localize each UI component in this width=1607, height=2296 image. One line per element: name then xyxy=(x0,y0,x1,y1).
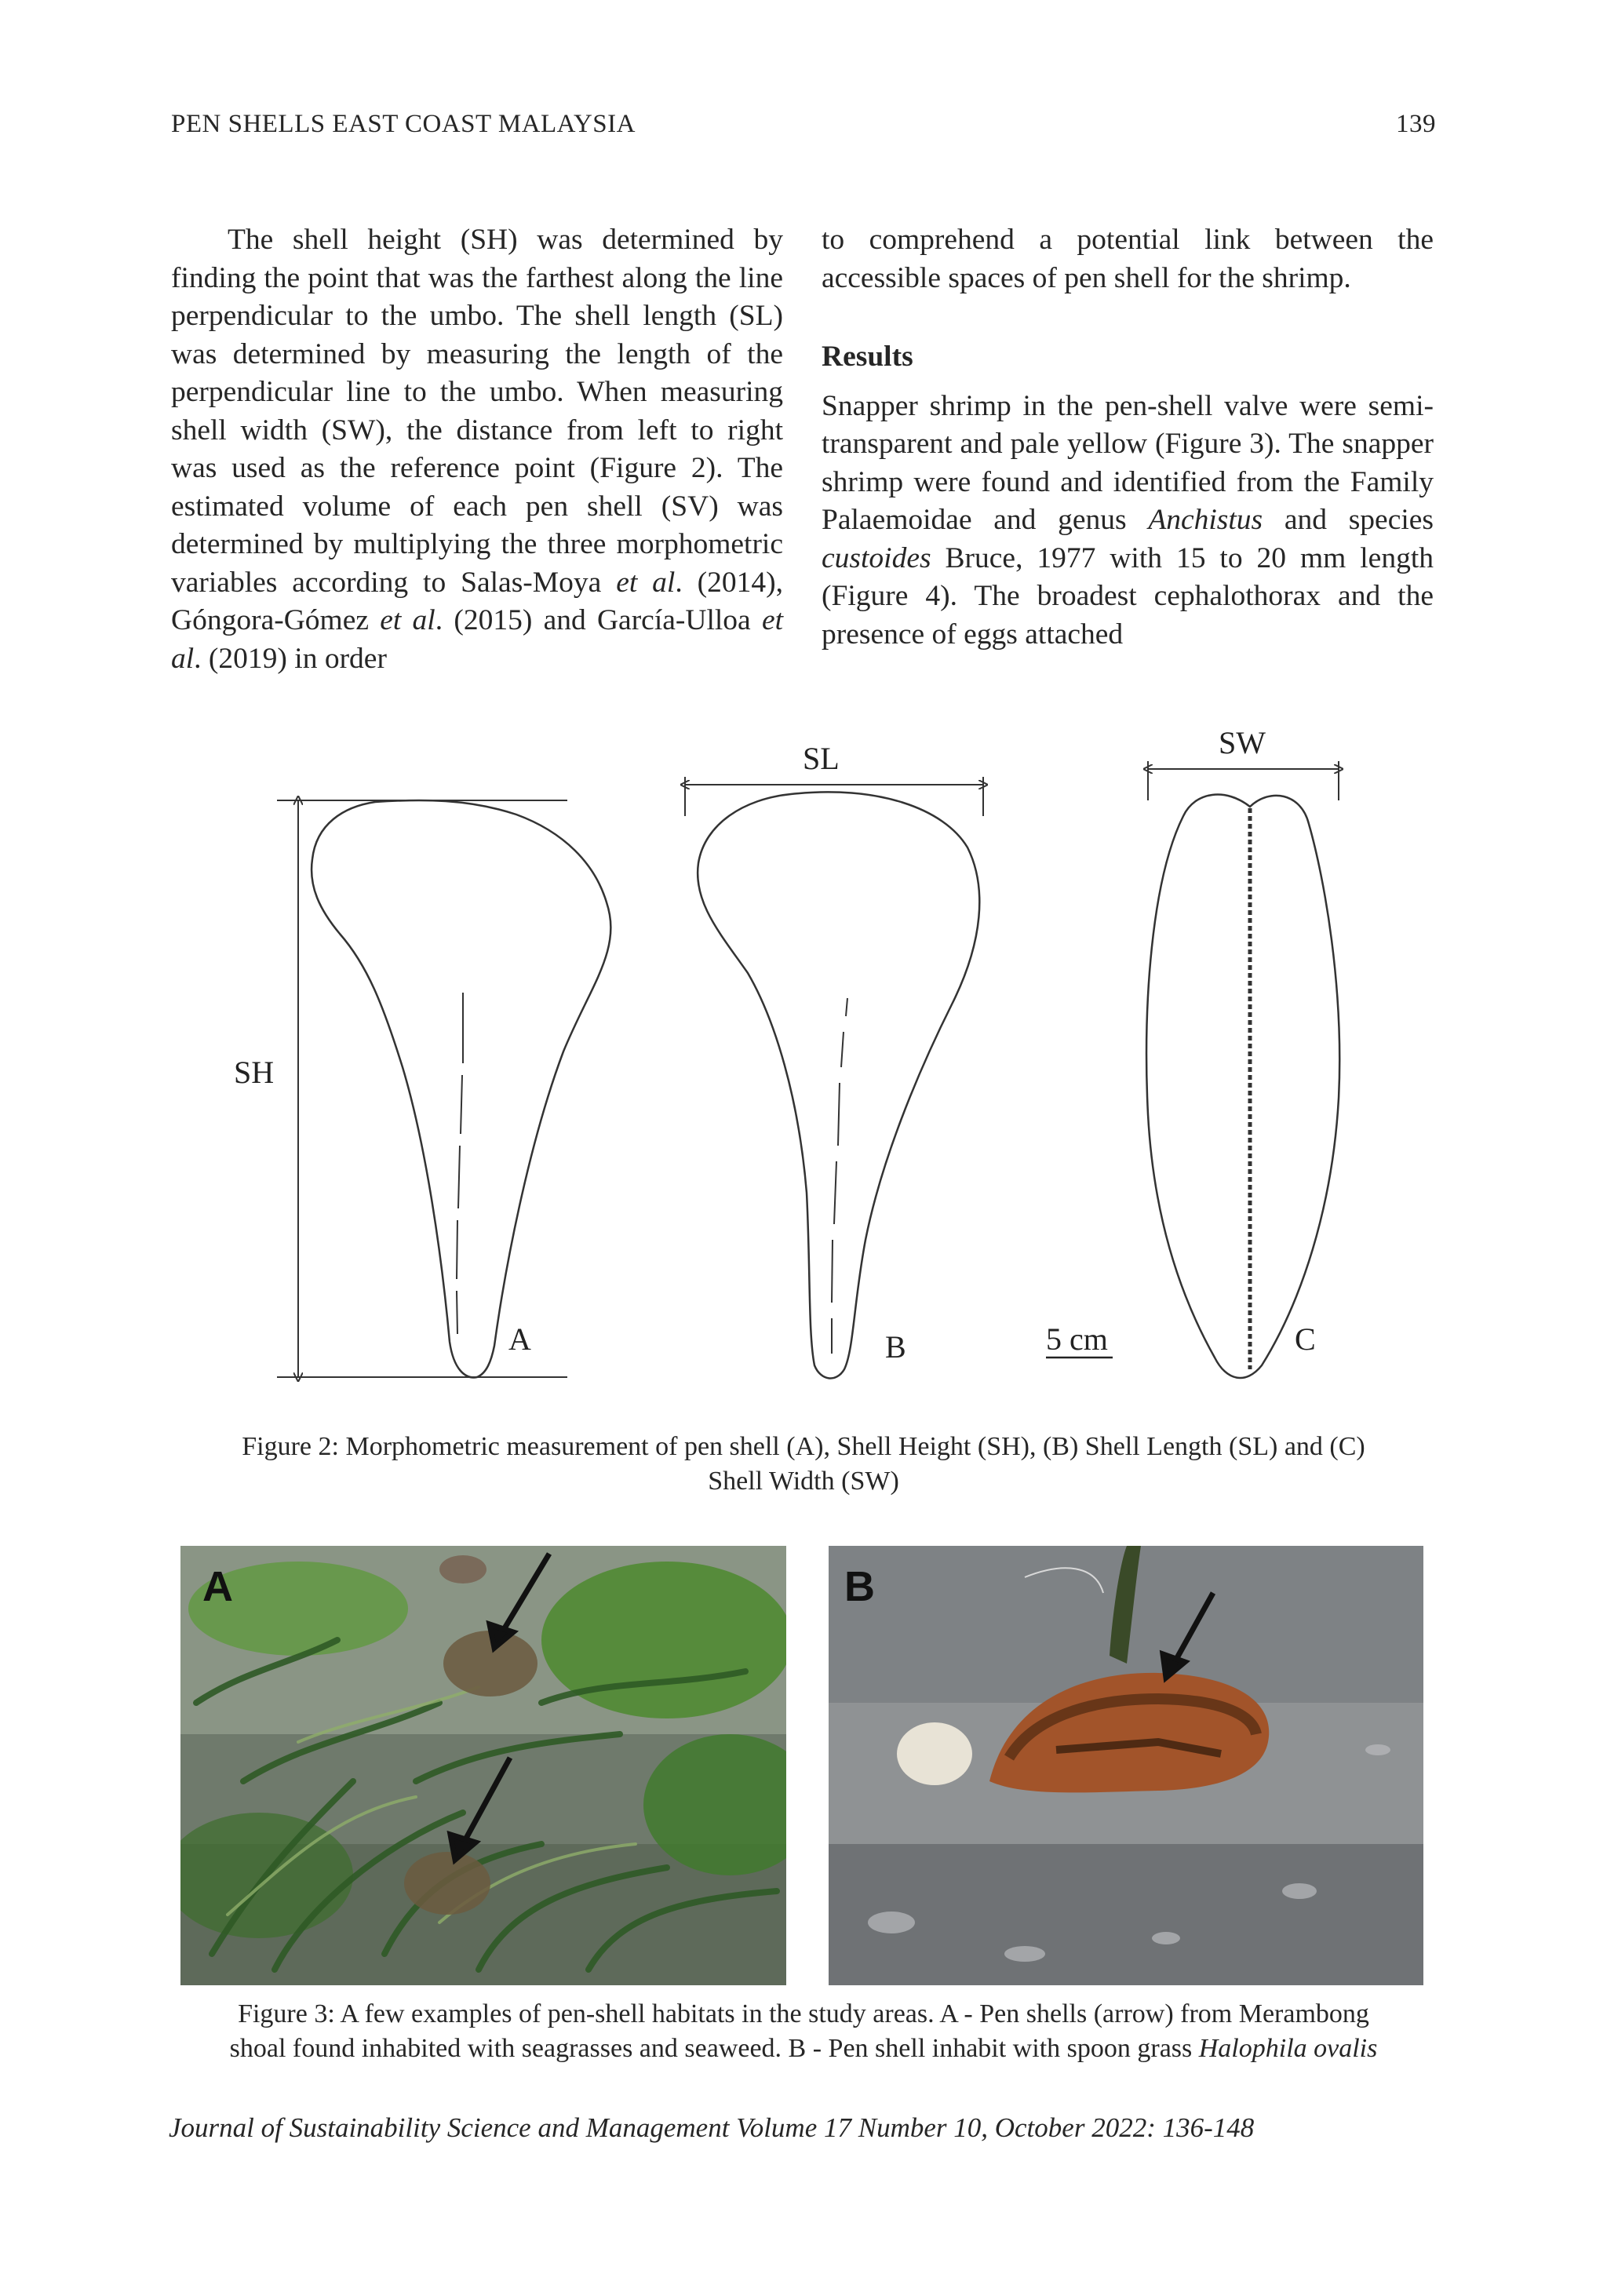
running-title: PEN SHELLS EAST COAST MALAYSIA xyxy=(171,110,636,138)
left-column xyxy=(171,221,783,678)
continuation-paragraph: to comprehend a potential link between the accessible spaces of pen shell for the shrimp. xyxy=(822,224,1434,294)
label-sw: SW xyxy=(1219,725,1266,760)
label-sl: SL xyxy=(803,741,840,776)
label-a: A xyxy=(508,1321,531,1357)
label-c: C xyxy=(1295,1321,1316,1357)
photo-b-pen-shell xyxy=(829,1546,1423,1985)
photo-a-label: A xyxy=(202,1563,233,1610)
photo-a-seagrass-habitat xyxy=(180,1546,786,1985)
label-sh: SH xyxy=(234,1055,275,1090)
figure2-caption: Figure 2: Morphometric measurement of pen shell (A), Shell Height (SH), (B) Shell Length (SL) and (C) Shell Width (SW) xyxy=(242,1432,1365,1496)
results-heading: Results xyxy=(822,341,913,373)
page-number: 139 xyxy=(1396,110,1436,138)
methods-paragraph: The shell height (SH) was determined by finding the point that was the farthest along the line perpendicular to the umbo. The shell length (SL) was determined by measuring the length of the perpendicular line to the umbo. When measuring shell width (SW), the distance from left to right was used as the reference point (Figure 2). The estimated volume of each pen shell (SV) was determined by multiplying the three morphometric variables according to Salas-Moya et al. (2014), Góngora-Gómez et al. (2015) and García-Ulloa et al. (2019) in order xyxy=(171,224,784,675)
shell-b-outline xyxy=(698,792,979,1378)
results-paragraph: Snapper shrimp in the pen-shell valve were semi-transparent and pale yellow (Figure 3). The snapper shrimp were found and identified from the Family Palaemoidae and genus Anchistus and species custoides Bruce, 1977 with 15 to 20 mm length (Figure 4). The broadest cephalothorax and the presence of eggs attached xyxy=(822,389,1434,651)
scale-bar-label: 5 cm xyxy=(1046,1321,1108,1357)
photo-b-label: B xyxy=(844,1563,875,1610)
right-column xyxy=(822,221,1434,654)
figure3-caption: Figure 3: A few examples of pen-shell habitats in the study areas. A - Pen shells (arrow) from Merambong shoal found inhabited with seagrasses and seaweed. B - Pen shell inhabit with spoon grass Halophila ovalis xyxy=(229,1999,1378,2063)
shell-c-outline xyxy=(1146,795,1339,1378)
journal-footer: Journal of Sustainability Science and Management Volume 17 Number 10, October 2022: 136-148 xyxy=(169,2112,1255,2143)
figure2-drawing xyxy=(171,706,1436,1397)
label-b: B xyxy=(885,1329,906,1365)
